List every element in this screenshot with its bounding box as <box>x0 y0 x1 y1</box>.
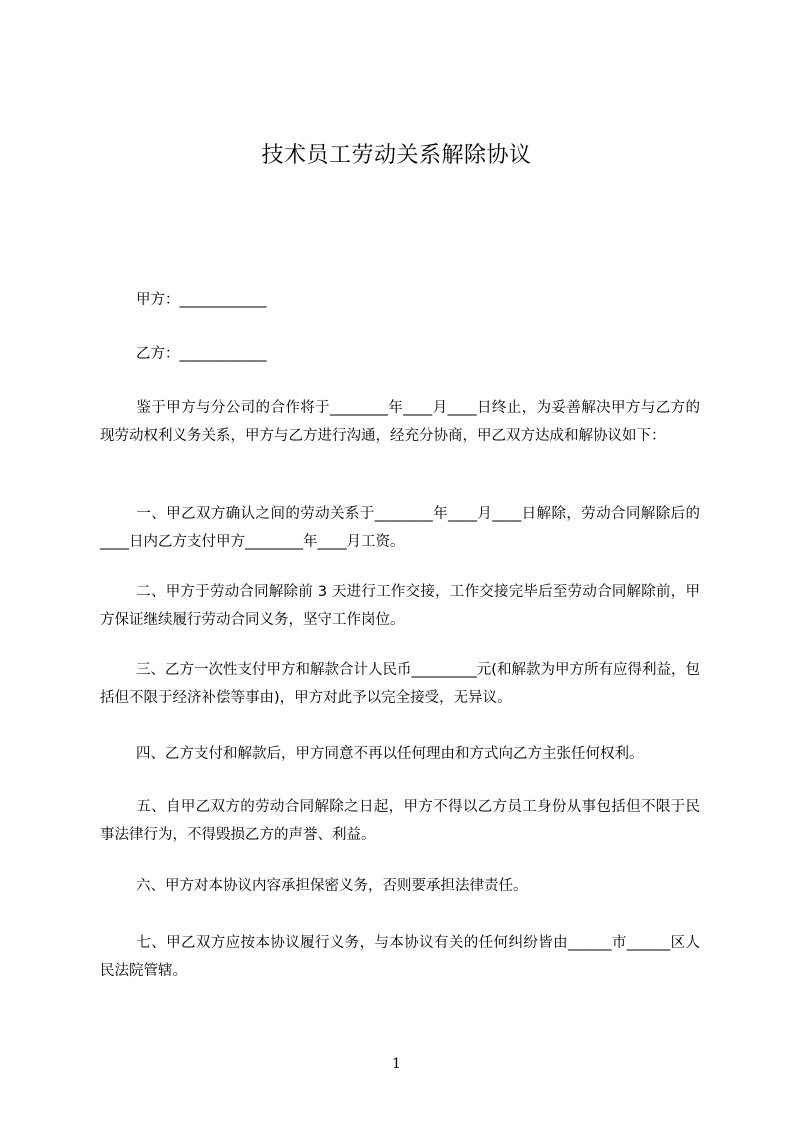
party-b-text: 乙方：____________ <box>136 346 267 362</box>
intro-paragraph <box>100 394 700 450</box>
clause-5-text: 五、自甲乙双方的劳动合同解除之日起，甲方不得以乙方员工身份从事包括但不限于民事法律行为，不得毁损乙方的声誉、利益。 <box>100 799 700 843</box>
clause-7-text: 七、甲乙双方应按本协议履行义务，与本协议有关的任何纠纷皆由______市______区人民法院管辖。 <box>100 935 700 979</box>
party-a-text: 甲方：____________ <box>136 292 267 308</box>
clause-4-paragraph <box>100 740 700 768</box>
clause-2-text: 二、甲方于劳动合同解除前 3 天进行工作交接，工作交接完毕后至劳动合同解除前，甲方保证继续履行劳动合同义务，坚守工作岗位。 <box>100 584 700 628</box>
clause-5-paragraph <box>100 793 700 849</box>
clause-2-paragraph <box>100 578 700 634</box>
clause-3-text: 三、乙方一次性支付甲方和解款合计人民币_________元(和解款为甲方所有应得利益，包括但不限于经济补偿等事由)，甲方对此予以完全接受，无异议。 <box>100 662 700 706</box>
clause-1-paragraph <box>100 500 700 556</box>
party-b-line <box>100 340 700 368</box>
clause-4-text: 四、乙方支付和解款后，甲方同意不再以任何理由和方式向乙方主张任何权利。 <box>136 746 644 762</box>
document-title: 技术员工劳动关系解除协议 <box>261 143 532 168</box>
intro-text: 鉴于甲方与分公司的合作将于________年____月____日终止，为妥善解决甲方与乙方的现劳动权利义务关系，甲方与乙方进行沟通，经充分协商，甲乙双方达成和解协议如下： <box>100 400 700 444</box>
clause-7-paragraph <box>100 929 700 985</box>
clause-3-paragraph <box>100 656 700 712</box>
clause-6-paragraph <box>100 872 700 900</box>
page-number: 1 <box>392 1056 401 1072</box>
party-a-line <box>100 286 700 314</box>
clause-1-text: 一、甲乙双方确认之间的劳动关系于________年____月____日解除，劳动合同解除后的____日内乙方支付甲方________年____月工资。 <box>100 506 700 550</box>
clause-6-text: 六、甲方对本协议内容承担保密义务，否则要承担法律责任。 <box>136 878 528 894</box>
